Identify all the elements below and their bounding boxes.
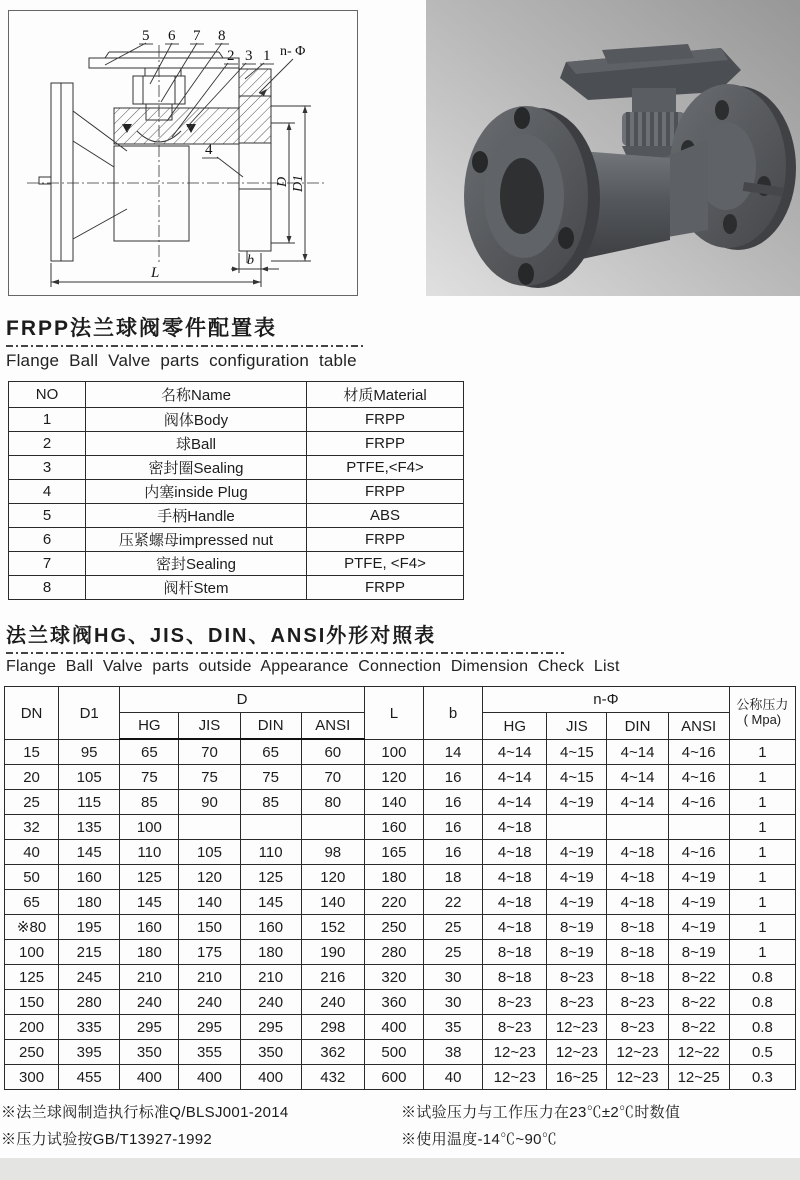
dim-table-body bbox=[5, 739, 796, 1090]
table-cell bbox=[179, 815, 240, 840]
table-row bbox=[9, 504, 464, 528]
table-row bbox=[5, 990, 796, 1015]
table-cell: 335 bbox=[59, 1015, 120, 1040]
parts-table-body bbox=[9, 408, 464, 600]
sub-header-d-jis: JIS bbox=[179, 713, 240, 740]
table-cell: 215 bbox=[59, 940, 120, 965]
dim-label-b: b bbox=[247, 253, 254, 268]
table-cell: 12~23 bbox=[547, 1040, 607, 1065]
table-cell: 12~23 bbox=[483, 1065, 547, 1090]
footnotes bbox=[1, 1100, 800, 1153]
table-cell: 1 bbox=[729, 865, 795, 890]
table-cell: 16 bbox=[424, 815, 483, 840]
table-cell: 400 bbox=[179, 1065, 240, 1090]
table-cell bbox=[547, 815, 607, 840]
table-cell: 0.3 bbox=[729, 1065, 795, 1090]
callout-8: 8 bbox=[218, 28, 226, 44]
table-cell: 4~15 bbox=[547, 739, 607, 765]
parts-table-header-row bbox=[9, 382, 464, 408]
parts-section-title-en: Flange Ball Valve parts configuration table bbox=[6, 351, 357, 371]
table-cell: 1 bbox=[729, 890, 795, 915]
table-cell: 40 bbox=[5, 840, 59, 865]
table-cell: FRPP bbox=[307, 432, 464, 456]
table-cell: 12~23 bbox=[607, 1040, 668, 1065]
table-cell: 60 bbox=[301, 739, 364, 765]
table-cell: 4~19 bbox=[547, 890, 607, 915]
table-row bbox=[5, 965, 796, 990]
sub-header-d-hg: HG bbox=[120, 713, 179, 740]
table-cell: 30 bbox=[424, 990, 483, 1015]
table-cell: 295 bbox=[179, 1015, 240, 1040]
table-cell: ABS bbox=[307, 504, 464, 528]
table-cell: 4~18 bbox=[483, 890, 547, 915]
table-cell: 4~14 bbox=[607, 739, 668, 765]
table-cell: 30 bbox=[424, 965, 483, 990]
table-cell: 320 bbox=[364, 965, 423, 990]
left-flange-shape bbox=[39, 83, 73, 261]
col-header-material: 材质Material bbox=[307, 382, 464, 408]
table-cell: PTFE, <F4> bbox=[307, 552, 464, 576]
handle-shape bbox=[89, 52, 239, 76]
table-cell: 70 bbox=[301, 765, 364, 790]
table-cell: 1 bbox=[9, 408, 86, 432]
title-underline bbox=[6, 345, 366, 347]
table-cell: ※80 bbox=[5, 915, 59, 940]
table-cell: 355 bbox=[179, 1040, 240, 1065]
table-cell: 125 bbox=[5, 965, 59, 990]
table-cell: 8~23 bbox=[547, 965, 607, 990]
table-cell: 180 bbox=[120, 940, 179, 965]
table-cell: 4~19 bbox=[668, 865, 729, 890]
table-cell: 115 bbox=[59, 790, 120, 815]
table-cell: FRPP bbox=[307, 576, 464, 600]
table-cell: 145 bbox=[59, 840, 120, 865]
table-cell: 65 bbox=[120, 739, 179, 765]
sub-header-d-din: DIN bbox=[240, 713, 301, 740]
group-header-d: D bbox=[120, 687, 365, 713]
table-cell: 216 bbox=[301, 965, 364, 990]
table-row bbox=[9, 576, 464, 600]
table-cell: 8~18 bbox=[483, 940, 547, 965]
table-cell: 65 bbox=[240, 739, 301, 765]
table-cell: 85 bbox=[240, 790, 301, 815]
table-cell: 4~16 bbox=[668, 840, 729, 865]
dim-header-row-1 bbox=[5, 687, 796, 713]
callout-6: 6 bbox=[168, 28, 176, 44]
table-row bbox=[5, 890, 796, 915]
footnote-test-pressure: ※试验压力与工作压力在23℃±2℃时数值 bbox=[401, 1104, 681, 1122]
table-cell: 38 bbox=[424, 1040, 483, 1065]
table-cell: 8~19 bbox=[668, 940, 729, 965]
table-cell: 220 bbox=[364, 890, 423, 915]
table-cell: 15 bbox=[5, 739, 59, 765]
table-row bbox=[5, 840, 796, 865]
table-cell: 8~22 bbox=[668, 990, 729, 1015]
table-cell: 395 bbox=[59, 1040, 120, 1065]
table-cell: 152 bbox=[301, 915, 364, 940]
table-cell: 160 bbox=[59, 865, 120, 890]
table-cell: 90 bbox=[179, 790, 240, 815]
table-cell: 190 bbox=[301, 940, 364, 965]
table-cell: 135 bbox=[59, 815, 120, 840]
table-cell: 160 bbox=[364, 815, 423, 840]
table-cell: 362 bbox=[301, 1040, 364, 1065]
table-cell: 280 bbox=[59, 990, 120, 1015]
table-row bbox=[5, 915, 796, 940]
table-cell: 8~23 bbox=[483, 990, 547, 1015]
table-cell: 7 bbox=[9, 552, 86, 576]
table-row bbox=[5, 940, 796, 965]
table-cell: 400 bbox=[120, 1065, 179, 1090]
footnote-standard: ※法兰球阀制造执行标准Q/BLSJ001-2014 bbox=[1, 1104, 289, 1122]
table-cell: 0.8 bbox=[729, 965, 795, 990]
col-header-no: NO bbox=[9, 382, 86, 408]
footnote-temperature: ※使用温度-14℃~90℃ bbox=[401, 1130, 558, 1148]
table-cell: 200 bbox=[5, 1015, 59, 1040]
table-cell: 8~18 bbox=[607, 965, 668, 990]
table-cell: 4~19 bbox=[668, 915, 729, 940]
dim-label-d1: D1 bbox=[291, 174, 306, 192]
table-cell: 12~23 bbox=[607, 1065, 668, 1090]
table-cell: 1 bbox=[729, 739, 795, 765]
table-cell: 22 bbox=[424, 890, 483, 915]
document-content bbox=[0, 306, 800, 1154]
table-row bbox=[9, 456, 464, 480]
table-cell: 6 bbox=[9, 528, 86, 552]
sub-header-nphi-ansi: ANSI bbox=[668, 713, 729, 740]
table-cell: 250 bbox=[5, 1040, 59, 1065]
table-row bbox=[5, 865, 796, 890]
table-cell: 压紧螺母impressed nut bbox=[86, 528, 307, 552]
table-cell: 4~18 bbox=[607, 865, 668, 890]
table-cell: 1 bbox=[729, 790, 795, 815]
table-cell: 85 bbox=[120, 790, 179, 815]
table-cell: 16 bbox=[424, 765, 483, 790]
table-cell: 12~25 bbox=[668, 1065, 729, 1090]
table-cell: 95 bbox=[59, 739, 120, 765]
table-cell: 100 bbox=[120, 815, 179, 840]
table-cell: 0.8 bbox=[729, 1015, 795, 1040]
pressure-label-unit: ( Mpa) bbox=[743, 712, 782, 727]
table-cell: 0.8 bbox=[729, 990, 795, 1015]
table-cell bbox=[240, 815, 301, 840]
table-row bbox=[9, 552, 464, 576]
table-cell: 16~25 bbox=[547, 1065, 607, 1090]
footnote-pressure-test: ※压力试验按GB/T13927-1992 bbox=[1, 1130, 213, 1148]
table-cell: 8~23 bbox=[547, 990, 607, 1015]
table-cell: 500 bbox=[364, 1040, 423, 1065]
callout-2: 2 bbox=[227, 48, 235, 64]
table-cell: 4~16 bbox=[668, 739, 729, 765]
callout-3: 3 bbox=[245, 48, 253, 64]
table-cell: 180 bbox=[240, 940, 301, 965]
table-cell: 240 bbox=[179, 990, 240, 1015]
table-cell: 4~18 bbox=[483, 840, 547, 865]
table-cell: 18 bbox=[424, 865, 483, 890]
table-cell: 8~23 bbox=[607, 990, 668, 1015]
table-cell: 3 bbox=[9, 456, 86, 480]
table-cell: 125 bbox=[120, 865, 179, 890]
table-cell: 16 bbox=[424, 840, 483, 865]
table-cell: 350 bbox=[120, 1040, 179, 1065]
table-cell: 105 bbox=[179, 840, 240, 865]
table-cell: 245 bbox=[59, 965, 120, 990]
table-cell: 180 bbox=[59, 890, 120, 915]
table-cell: 8~22 bbox=[668, 965, 729, 990]
table-cell: 160 bbox=[240, 915, 301, 940]
table-cell: 12~23 bbox=[483, 1040, 547, 1065]
table-cell: 145 bbox=[120, 890, 179, 915]
group-header-n-phi: n-Φ bbox=[483, 687, 730, 713]
table-cell: 432 bbox=[301, 1065, 364, 1090]
table-cell: 140 bbox=[301, 890, 364, 915]
table-cell: 4~19 bbox=[547, 865, 607, 890]
table-cell: 295 bbox=[240, 1015, 301, 1040]
table-cell: 120 bbox=[301, 865, 364, 890]
table-cell: 4~14 bbox=[483, 739, 547, 765]
table-cell: FRPP bbox=[307, 480, 464, 504]
table-cell: 4 bbox=[9, 480, 86, 504]
table-cell: 298 bbox=[301, 1015, 364, 1040]
table-cell: 4~14 bbox=[483, 765, 547, 790]
table-cell: 110 bbox=[120, 840, 179, 865]
table-cell: 140 bbox=[179, 890, 240, 915]
table-cell: 75 bbox=[179, 765, 240, 790]
table-cell: 300 bbox=[5, 1065, 59, 1090]
table-cell: 阀体Body bbox=[86, 408, 307, 432]
table-cell: 20 bbox=[5, 765, 59, 790]
table-cell: 0.5 bbox=[729, 1040, 795, 1065]
table-cell: 70 bbox=[179, 739, 240, 765]
table-cell: 8~18 bbox=[607, 915, 668, 940]
table-cell: 110 bbox=[240, 840, 301, 865]
table-cell: 150 bbox=[5, 990, 59, 1015]
table-cell: 400 bbox=[364, 1015, 423, 1040]
table-cell: 100 bbox=[364, 739, 423, 765]
table-cell: 8~22 bbox=[668, 1015, 729, 1040]
table-cell: 4~18 bbox=[483, 915, 547, 940]
table-cell: PTFE,<F4> bbox=[307, 456, 464, 480]
dimension-section-title-en: Flange Ball Valve parts outside Appearance Connection Dimension Check List bbox=[6, 658, 620, 676]
table-row bbox=[5, 1040, 796, 1065]
table-cell: 16 bbox=[424, 790, 483, 815]
table-cell: 125 bbox=[240, 865, 301, 890]
table-cell: 1 bbox=[729, 915, 795, 940]
table-cell: 210 bbox=[240, 965, 301, 990]
table-cell: 1 bbox=[729, 765, 795, 790]
table-cell: 8~19 bbox=[547, 915, 607, 940]
table-cell: 4~18 bbox=[607, 890, 668, 915]
table-cell: 180 bbox=[364, 865, 423, 890]
table-cell: 25 bbox=[424, 915, 483, 940]
table-cell: 4~18 bbox=[607, 840, 668, 865]
table-row bbox=[5, 815, 796, 840]
table-cell: 4~18 bbox=[483, 815, 547, 840]
table-cell: 25 bbox=[424, 940, 483, 965]
sub-header-nphi-hg: HG bbox=[483, 713, 547, 740]
table-cell: 4~19 bbox=[547, 790, 607, 815]
table-cell: 4~16 bbox=[668, 765, 729, 790]
callout-1: 1 bbox=[263, 48, 271, 64]
dimension-b bbox=[231, 253, 279, 273]
table-cell: 1 bbox=[729, 815, 795, 840]
table-cell: 密封Sealing bbox=[86, 552, 307, 576]
table-cell: 295 bbox=[120, 1015, 179, 1040]
col-header-d1: D1 bbox=[59, 687, 120, 740]
dimension-section-title-cn: 法兰球阀HG、JIS、DIN、ANSI外形对照表 bbox=[6, 625, 437, 648]
table-cell: 25 bbox=[5, 790, 59, 815]
table-cell: 150 bbox=[179, 915, 240, 940]
table-cell: 内塞inside Plug bbox=[86, 480, 307, 504]
table-cell: 120 bbox=[364, 765, 423, 790]
photo-left-flange bbox=[464, 106, 600, 288]
dim-label-d: D bbox=[275, 176, 290, 187]
table-cell: 4~16 bbox=[668, 790, 729, 815]
table-cell: 80 bbox=[301, 790, 364, 815]
table-cell: 105 bbox=[59, 765, 120, 790]
table-cell: 175 bbox=[179, 940, 240, 965]
table-cell: 140 bbox=[364, 790, 423, 815]
table-cell: 210 bbox=[120, 965, 179, 990]
table-cell: 50 bbox=[5, 865, 59, 890]
parts-configuration-table bbox=[8, 381, 464, 600]
table-cell: 密封圈Sealing bbox=[86, 456, 307, 480]
page-bottom-strip bbox=[0, 1158, 800, 1180]
table-cell: 195 bbox=[59, 915, 120, 940]
table-cell: 4~18 bbox=[483, 865, 547, 890]
sub-header-d-ansi: ANSI bbox=[301, 713, 364, 740]
pressure-label-cn: 公称压力 bbox=[736, 697, 789, 713]
table-cell: 360 bbox=[364, 990, 423, 1015]
table-cell: 4~14 bbox=[483, 790, 547, 815]
table-row bbox=[5, 765, 796, 790]
table-cell: 8~23 bbox=[607, 1015, 668, 1040]
col-header-dn: DN bbox=[5, 687, 59, 740]
table-cell: 2 bbox=[9, 432, 86, 456]
table-cell: 350 bbox=[240, 1040, 301, 1065]
table-cell bbox=[607, 815, 668, 840]
title-underline bbox=[6, 652, 564, 654]
sub-header-nphi-din: DIN bbox=[607, 713, 668, 740]
table-cell: 12~22 bbox=[668, 1040, 729, 1065]
table-cell: 455 bbox=[59, 1065, 120, 1090]
table-row bbox=[5, 1015, 796, 1040]
table-cell: 35 bbox=[424, 1015, 483, 1040]
table-cell: 8~23 bbox=[483, 1015, 547, 1040]
table-cell: 手柄Handle bbox=[86, 504, 307, 528]
table-cell: FRPP bbox=[307, 408, 464, 432]
col-header-pressure bbox=[729, 687, 795, 740]
table-cell: 250 bbox=[364, 915, 423, 940]
table-cell: 100 bbox=[5, 940, 59, 965]
callout-7: 7 bbox=[193, 28, 201, 44]
table-cell: 240 bbox=[120, 990, 179, 1015]
photo-svg bbox=[426, 0, 800, 296]
table-cell: 4~19 bbox=[668, 890, 729, 915]
table-cell: 4~14 bbox=[607, 765, 668, 790]
table-cell: 75 bbox=[120, 765, 179, 790]
table-cell: 280 bbox=[364, 940, 423, 965]
table-cell: 120 bbox=[179, 865, 240, 890]
table-row bbox=[9, 480, 464, 504]
valve-cross-section-drawing bbox=[8, 10, 358, 296]
table-cell: 5 bbox=[9, 504, 86, 528]
callout-5: 5 bbox=[142, 28, 150, 44]
table-cell: 32 bbox=[5, 815, 59, 840]
sub-header-nphi-jis: JIS bbox=[547, 713, 607, 740]
parts-section-title-cn: FRPP法兰球阀零件配置表 bbox=[6, 317, 278, 340]
table-row bbox=[9, 432, 464, 456]
col-header-l: L bbox=[364, 687, 423, 740]
table-row bbox=[5, 1065, 796, 1090]
table-cell: 4~19 bbox=[547, 840, 607, 865]
table-row bbox=[9, 408, 464, 432]
table-cell: 240 bbox=[240, 990, 301, 1015]
table-cell bbox=[301, 815, 364, 840]
table-row bbox=[5, 790, 796, 815]
table-cell: 12~23 bbox=[547, 1015, 607, 1040]
table-cell: 8~19 bbox=[547, 940, 607, 965]
table-cell: 145 bbox=[240, 890, 301, 915]
table-cell: FRPP bbox=[307, 528, 464, 552]
table-cell: 65 bbox=[5, 890, 59, 915]
table-cell: 165 bbox=[364, 840, 423, 865]
valve-photo bbox=[426, 0, 800, 296]
table-cell: 400 bbox=[240, 1065, 301, 1090]
center-body-shape bbox=[114, 146, 189, 241]
dim-label-l: L bbox=[151, 265, 160, 281]
table-cell: 8~18 bbox=[607, 940, 668, 965]
table-cell bbox=[668, 815, 729, 840]
table-cell: 球Ball bbox=[86, 432, 307, 456]
table-cell: 4~14 bbox=[607, 790, 668, 815]
table-cell: 1 bbox=[729, 940, 795, 965]
table-cell: 98 bbox=[301, 840, 364, 865]
table-cell: 4~15 bbox=[547, 765, 607, 790]
table-cell: 40 bbox=[424, 1065, 483, 1090]
hatched-body-section bbox=[114, 108, 239, 144]
col-header-name: 名称Name bbox=[86, 382, 307, 408]
table-row bbox=[5, 739, 796, 765]
table-cell: 600 bbox=[364, 1065, 423, 1090]
table-cell: 14 bbox=[424, 739, 483, 765]
col-header-b: b bbox=[424, 687, 483, 740]
table-cell: 8 bbox=[9, 576, 86, 600]
table-cell: 8~18 bbox=[483, 965, 547, 990]
table-cell: 阀杆Stem bbox=[86, 576, 307, 600]
right-flange-shape bbox=[239, 69, 271, 263]
table-cell: 75 bbox=[240, 765, 301, 790]
label-n-phi: n- Φ bbox=[280, 44, 306, 59]
dimension-check-table bbox=[4, 686, 796, 1090]
table-cell: 240 bbox=[301, 990, 364, 1015]
drawing-svg bbox=[9, 11, 357, 295]
table-row bbox=[9, 528, 464, 552]
table-cell: 160 bbox=[120, 915, 179, 940]
table-cell: 1 bbox=[729, 840, 795, 865]
table-cell: 210 bbox=[179, 965, 240, 990]
callout-4: 4 bbox=[205, 142, 213, 158]
